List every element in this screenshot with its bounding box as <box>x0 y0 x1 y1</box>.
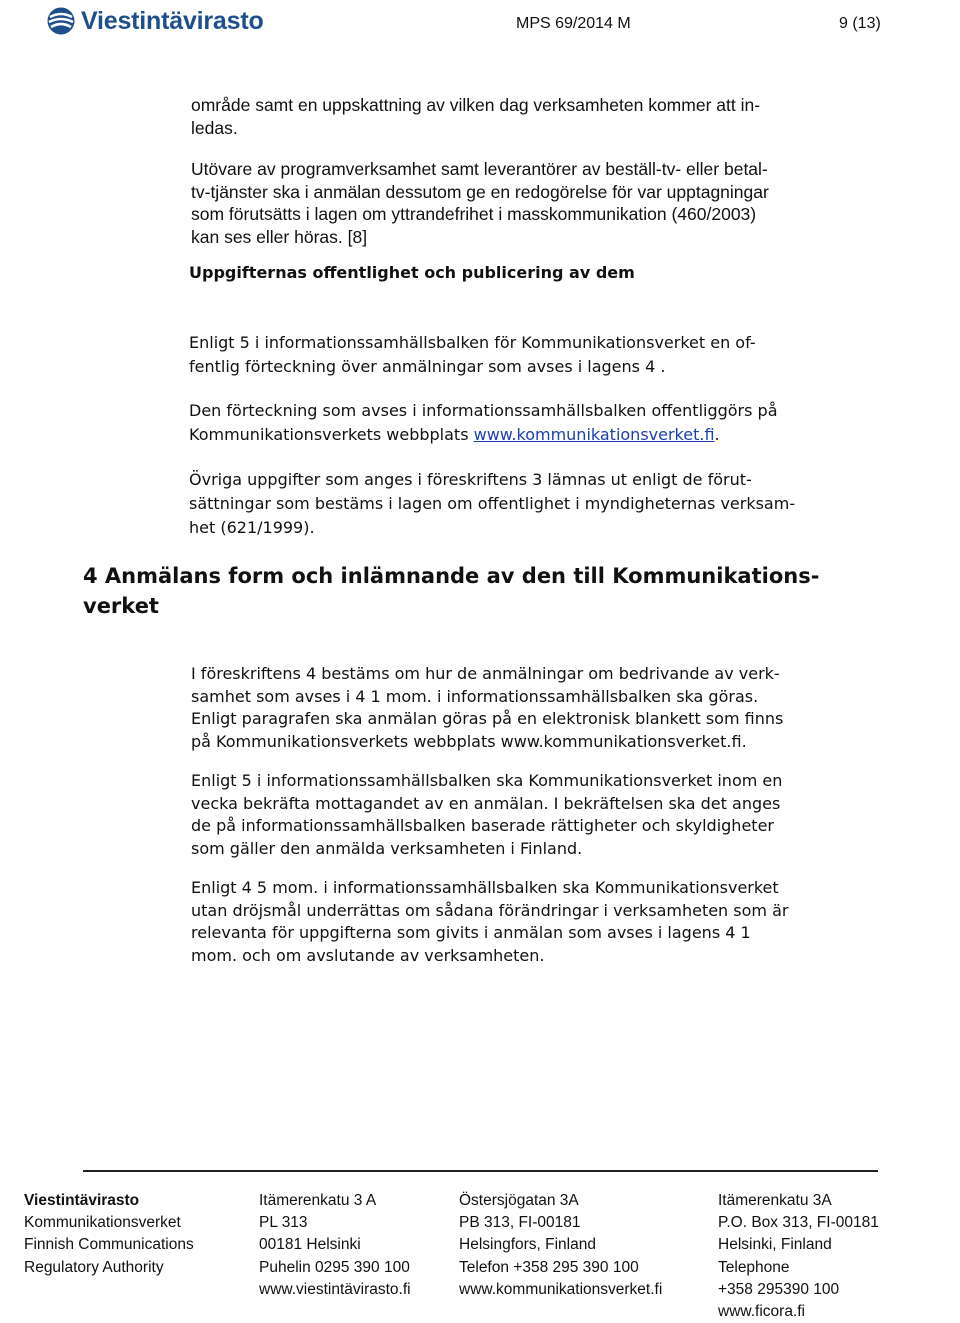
paragraph-4: Den förteckning som avses i informationssamhällsbalken offentliggörs på Kommunikationsverkets webbplats www.kommunikationsverket.fi. <box>189 401 778 444</box>
paragraph-5: Övriga uppgifter som anges i föreskriftens 3 lämnas ut enligt de förut- sättningar som bestäms i lagen om offentlighet i myndigheternas verksam- het (621/1999). <box>189 470 796 537</box>
viestintavirasto-logo-icon <box>46 6 76 36</box>
footer-address-english: Itämerenkatu 3A P.O. Box 313, FI-00181 Helsinki, Finland Telephone +358 295390 100 www.ficora.fi <box>718 1190 879 1323</box>
agency-logo <box>46 6 264 36</box>
footer-link-fi[interactable]: www.viestintävirasto.fi <box>259 1280 411 1298</box>
paragraph-3: Enligt 5 i informationssamhällsbalken för Kommunikationsverket en of- fentlig förteckning över anmälningar som avses i lagens 4 . <box>189 333 756 376</box>
document-id: MPS 69/2014 M <box>516 15 631 32</box>
footer-link-sv[interactable]: www.kommunikationsverket.fi <box>459 1280 663 1298</box>
logo-text: Viestintävirasto <box>81 6 264 35</box>
footer-agency-names: Viestintävirasto Kommunikationsverket Finnish Communications Regulatory Authority <box>24 1192 194 1276</box>
footer-divider <box>83 1170 878 1172</box>
paragraph-7: Enligt 5 i informationssamhällsbalken ska Kommunikationsverket inom en vecka bekräfta mottagandet av en anmälan. I bekräftelsen ska det anges de på informationssamhällsbalken baserade rättigheter och skyldigheter som gäller den anmälda verksamheten i Finland. <box>191 771 783 858</box>
footer-address-finnish: Itämerenkatu 3 A PL 313 00181 Helsinki Puhelin 0295 390 100 www.viestintävirasto.fi <box>259 1190 411 1301</box>
footer-link-en[interactable]: www.ficora.fi <box>718 1303 805 1321</box>
paragraph-1: område samt en uppskattning av vilken dag verksamheten kommer att in- ledas. <box>191 95 761 138</box>
heading-publicity: Uppgifternas offentlighet och publicering av dem <box>189 263 635 282</box>
paragraph-6: I föreskriftens 4 bestäms om hur de anmälningar om bedrivande av verk- samhet som avses i 4 1 mom. i informationssamhällsbalken ska göras. Enligt paragrafen ska anmälan göras på en elektronisk blankett som finns på Kommunikationsverkets webbplats www.kommunikationsverket.fi. <box>191 664 784 751</box>
section-heading-4: 4 Anmälans form och inlämnande av den till Kommunikations- verket <box>83 564 820 618</box>
paragraph-8: Enligt 4 5 mom. i informationssamhällsbalken ska Kommunikationsverket utan dröjsmål underrättas om sådana förändringar i verksamheten som är relevanta för uppgifterna som givits i anmälan som avses i lagens 4 1 mom. och om avslutande av verksamheten. <box>191 878 789 965</box>
kommunikationsverket-link[interactable]: www.kommunikationsverket.fi <box>473 425 715 444</box>
page-number: 9 (13) <box>839 15 881 32</box>
footer-address-swedish: Östersjögatan 3A PB 313, FI-00181 Helsingfors, Finland Telefon +358 295 390 100 www.kommunikationsverket.fi <box>459 1190 662 1301</box>
paragraph-2: Utövare av programverksamhet samt leverantörer av beställ-tv- eller betal- tv-tjänster ska i anmälan dessutom ge en redogörelse för var upptagningar som förutsätts i lagen om yttrandefrihet i masskommunikation (460/2003) kan ses eller höras. [8] <box>191 159 769 247</box>
